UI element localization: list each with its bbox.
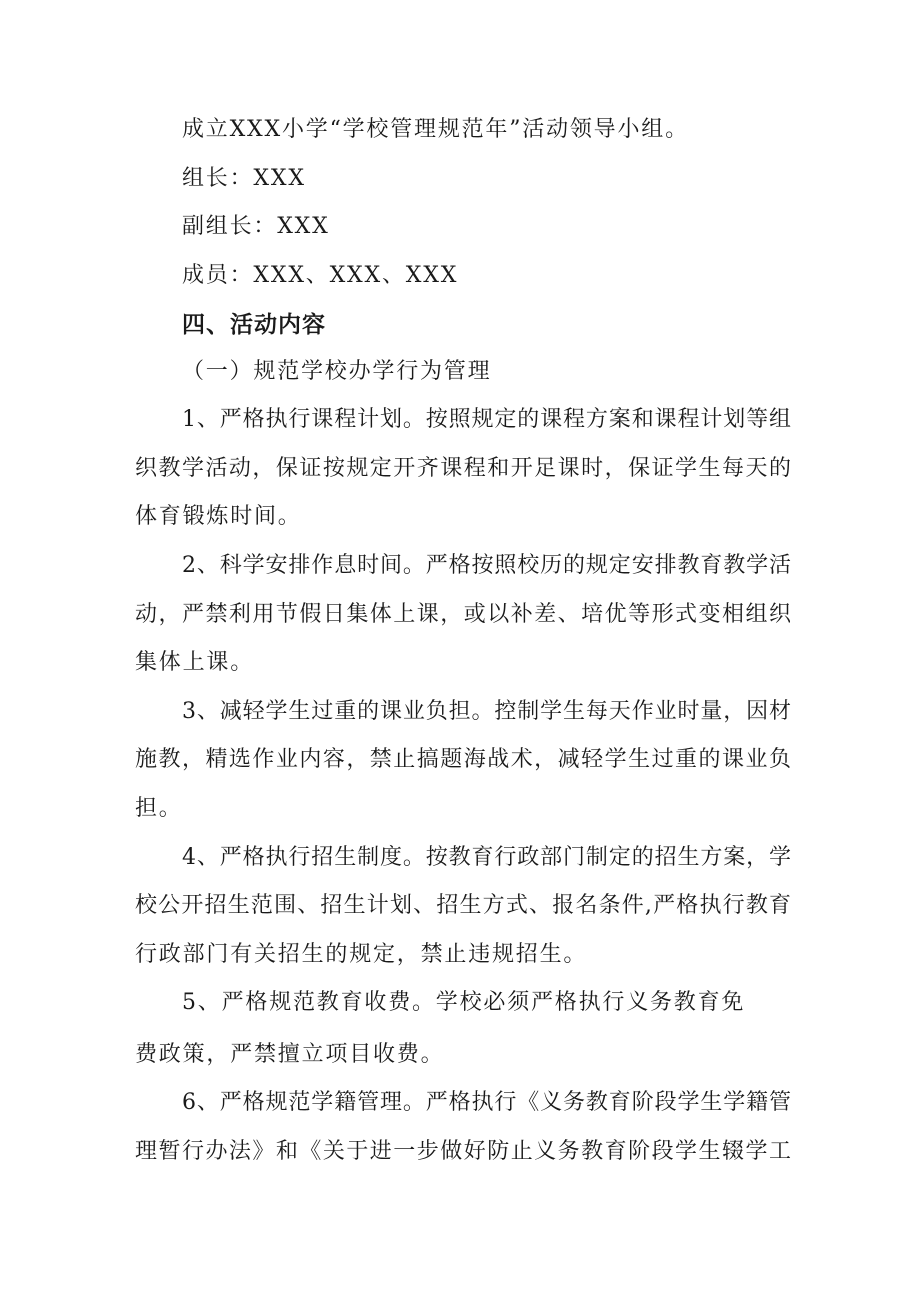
- item-4-line-2: 校公开招生范围、招生计划、招生方式、报名条件,严格执行教育: [135, 893, 791, 918]
- item-2-line-3: 集体上课。: [135, 650, 255, 675]
- item-2-line-1: 2、科学安排作息时间。严格按照校历的规定安排教育教学活: [182, 553, 791, 578]
- item-2-line-2: 动，严禁利用节假日集体上课，或以补差、培优等形式变相组织: [135, 602, 791, 627]
- item-1-line-1: 1、严格执行课程计划。按照规定的课程方案和课程计划等组: [182, 407, 791, 432]
- item-1-line-3: 体育锻炼时间。: [135, 504, 302, 529]
- item-4-line-1: 4、严格执行招生制度。按教育行政部门制定的招生方案，学: [182, 845, 791, 870]
- item-6-line-1: 6、严格规范学籍管理。严格执行《义务教育阶段学生学籍管: [182, 1090, 791, 1115]
- item-6-line-2: 理暂行办法》和《关于进一步做好防止义务教育阶段学生辍学工: [135, 1139, 791, 1164]
- leader-line: 组长：XXX: [182, 166, 306, 191]
- section-heading: 四、活动内容: [182, 312, 326, 338]
- item-4-line-3: 行政部门有关招生的规定，禁止违规招生。: [135, 942, 588, 967]
- item-3-line-2: 施教，精选作业内容，禁止搞题海战术，减轻学生过重的课业负: [135, 747, 791, 772]
- intro-statement: 成立XXX小学“学校管理规范年”活动领导小组。: [182, 117, 689, 142]
- item-3-line-1: 3、减轻学生过重的课业负担。控制学生每天作业时量，因材: [182, 699, 791, 724]
- item-1-line-2: 织教学活动，保证按规定开齐课程和开足课时，保证学生每天的: [135, 456, 791, 481]
- subsection-heading: （一）规范学校办学行为管理: [182, 359, 492, 384]
- members-line: 成员：XXX、XXX、XXX: [182, 263, 459, 288]
- deputy-leader-line: 副组长：XXX: [182, 214, 330, 239]
- item-5-line-2: 费政策，严禁擅立项目收费。: [135, 1042, 445, 1067]
- item-5-line-1: 5、严格规范教育收费。学校必须严格执行义务教育免: [182, 990, 746, 1015]
- item-3-line-3: 担。: [135, 796, 183, 821]
